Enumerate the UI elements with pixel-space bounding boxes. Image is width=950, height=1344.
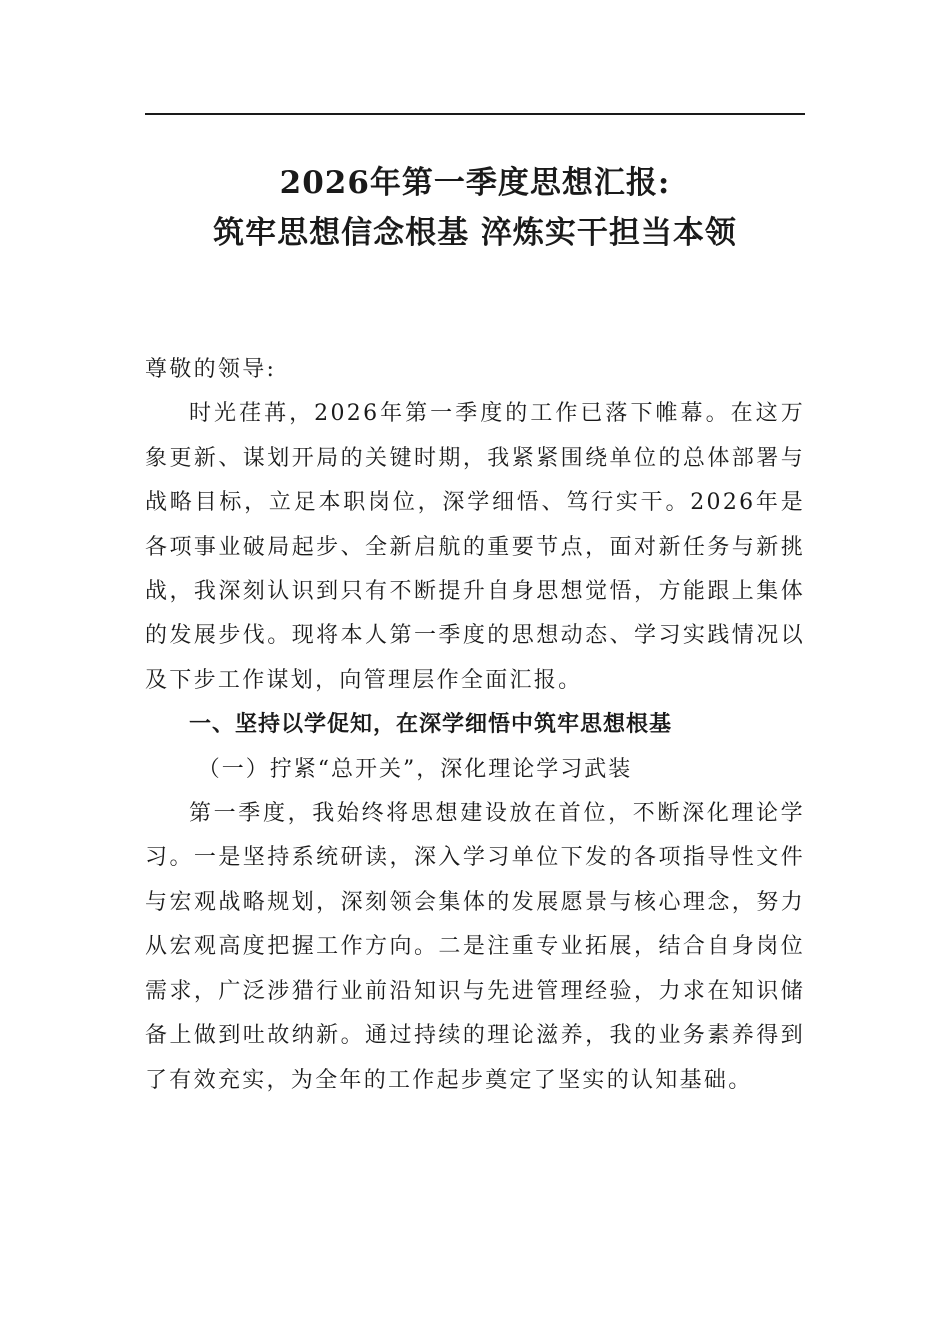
document-body (145, 348, 805, 1103)
subsection-heading-1: （一）拧紧“总开关”，深化理论学习武装 (197, 756, 633, 782)
title-line-1: 2026年第一季度思想汇报: (279, 165, 671, 201)
salutation: 尊敬的领导: (145, 357, 277, 382)
section-heading-1: 一、坚持以学促知，在深学细悟中筑牢思想根基 (189, 712, 673, 738)
title-line-2: 筑牢思想信念根基 淬炼实干担当本领 (213, 215, 737, 251)
subsection-paragraph-1: 第一季度，我始终将思想建设放在首位，不断深化理论学习。一是坚持系统研读，深入学习单位下发的各项指导性文件与宏观战略规划，深刻领会集体的发展愿景与核心理念，努力从宏观高度把握工作方向。二是注重专业拓展，结合自身岗位需求，广泛涉猎行业前沿知识与先进管理经验，力求在知识储备上做到吐故纳新。通过持续的理论滋养，我的业务素养得到了有效充实，为全年的工作起步奠定了坚实的认知基础。 (145, 801, 805, 1093)
document-title (145, 158, 805, 258)
header-rule (145, 113, 805, 115)
intro-paragraph: 时光荏苒，2026年第一季度的工作已落下帷幕。在这万象更新、谋划开局的关键时期，我紧紧围绕单位的总体部署与战略目标，立足本职岗位，深学细悟、笃行实干。2026年是各项事业破局起步、全新启航的重要节点，面对新任务与新挑战，我深刻认识到只有不断提升自身思想觉悟，方能跟上集体的发展步伐。现将本人第一季度的思想动态、学习实践情况以及下步工作谋划，向管理层作全面汇报。 (145, 401, 805, 693)
